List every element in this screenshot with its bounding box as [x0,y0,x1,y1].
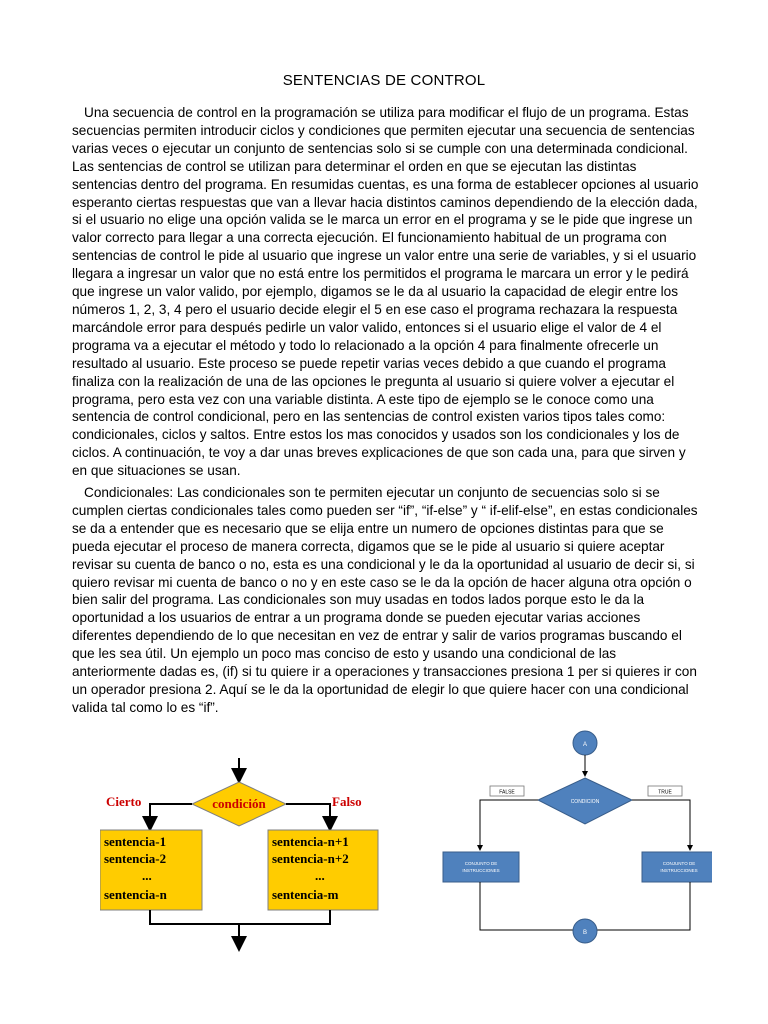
end-label: B [582,930,588,936]
intro-paragraph: Una secuencia de control en la programación se utiliza para modificar el flujo de un programa. Estas secuencias permiten introducir ciclos y condiciones que permiten ejecutar una secuencia de sentencias varias veces o ejecutar un conjunto de sentencias solo si se cumple con una determinada condicional. Las sentencias de control se utilizan para determinar el orden en que se ejecutan las distintas sentencias dentro del programa. En resumidas cuentas, es una forma de establecer opciones al usuario esperanto ciertas respuestas que van a llevar hacia distintos caminos dependiendo de la elección dada, si el usuario no elige una opción valida se le marca un error en el programa y se le pide que ingrese un valor correcto para llegar a una correcta ejecución. El funcionamiento habitual de un programa con sentencias de control le pide al usuario que ingrese un valor entre una serie de variables, y si el usuario llegara a ingresar un valor que no está entre los permitidos el programa le marcara un error y le pedirá que ingrese un valor valido, por ejemplo, digamos se le da al usuario la capacidad de elegir entre los números 1, 2, 3, 4 pero el usuario decide elegir el 5 en ese caso el programa rechazara la respuesta marcándole error para después pedirle un valor valido, entonces si el usuario elige el valor de 4 el programa va a ejecutar el método y todo lo relacionado a la opción 4 para finalmente ofrecerle un resultado al usuario. Este proceso se puede repetir varias veces debido a que cuando el programa finaliza con la realización de una de las opciones le pregunta al usuario si quiere volver a ejecutar el programa, pero esta vez con una variable distinta. A este tipo de ejemplo se le conoce como una sentencia de control condicional, pero en las sentencias de control existen varios tipos tales como: condicionales, ciclos y saltos. Entre estos los mas conocidos y usados son los condicionales y los de ciclos. A continuación, te voy a dar unas breves explicaciones de que son cada una, para que sirven y en que situaciones se usan. [72,105,699,479]
page-title: SENTENCIAS DE CONTROL [282,72,486,89]
false-instructions-box [443,852,519,882]
true-box-line1: CONJUNTO DE [662,861,696,866]
true-branch-line [150,804,192,830]
conditional-flowchart [440,728,712,948]
right-stmt-1: sentencia-n+1 [272,834,349,849]
true-instructions-box [642,852,712,882]
left-stmt-2: sentencia-2 [104,851,167,866]
false-branch-line [286,804,330,830]
true-label: TRUE [658,789,672,796]
false-box-line1: CONJUNTO DE [464,861,498,866]
false-label: Falso [332,794,362,809]
true-label: Cierto [106,794,142,809]
false-label: FALSE [499,789,515,796]
if-else-flowchart [100,758,390,954]
start-label: A [582,742,588,748]
left-stmt-4: sentencia-n [104,887,167,902]
true-branch-line [632,800,690,850]
true-box-line2: INSTRUCCIONES [660,868,698,873]
right-stmt-2: sentencia-n+2 [272,851,349,866]
right-stmt-4: sentencia-m [272,887,339,902]
condition-label: CONDICION [570,799,600,805]
condition-label: condición [212,796,266,811]
conditionals-paragraph: Condicionales: Las condicionales son te permiten ejecutar un conjunto de secuencias solo si se cumplen ciertas condicionales tales como pueden ser “if”, “if-else” y “ if-elif-else”, en estas condicionales se da a entender que es necesario que se elija entre un numero de opciones distintas para que se pueda ejecutar el proceso de manera correcta, digamos que se le pide al usuario si quiere aceptar revisar su cuenta de banco o no, esta es una condicional y le da la oportunidad al usuario de decir si, si quiero revisar mi cuenta de banco o no y en este caso se le da la opción de hacer alguna otra opción o bien salir del programa. Las condicionales son muy usadas en todos lados porque esto le da la oportunidad a los usuarios de entrar a un programa donde se pueden ejecutar varias acciones diferentes dependiendo de lo que necesitan en vez de entrar y salir de varios programas buscando el que les sea útil. Un ejemplo un poco mas conciso de esto y usando una condicional de las anteriormente dadas es, (if) si tu quiere ir a operaciones y transacciones presiona 1 per si quieres ir con un operador presiona 2. Aquí se le da la oportunidad de elegir lo que quiere hacer con una condicional valida tal como lo es “if”. [72,485,698,715]
merge-line [150,910,330,924]
left-stmt-1: sentencia-1 [104,834,167,849]
false-box-line2: INSTRUCCIONES [462,868,500,873]
left-stmt-3: ... [142,868,152,883]
right-stmt-3: ... [315,868,325,883]
false-branch-line [480,800,538,850]
